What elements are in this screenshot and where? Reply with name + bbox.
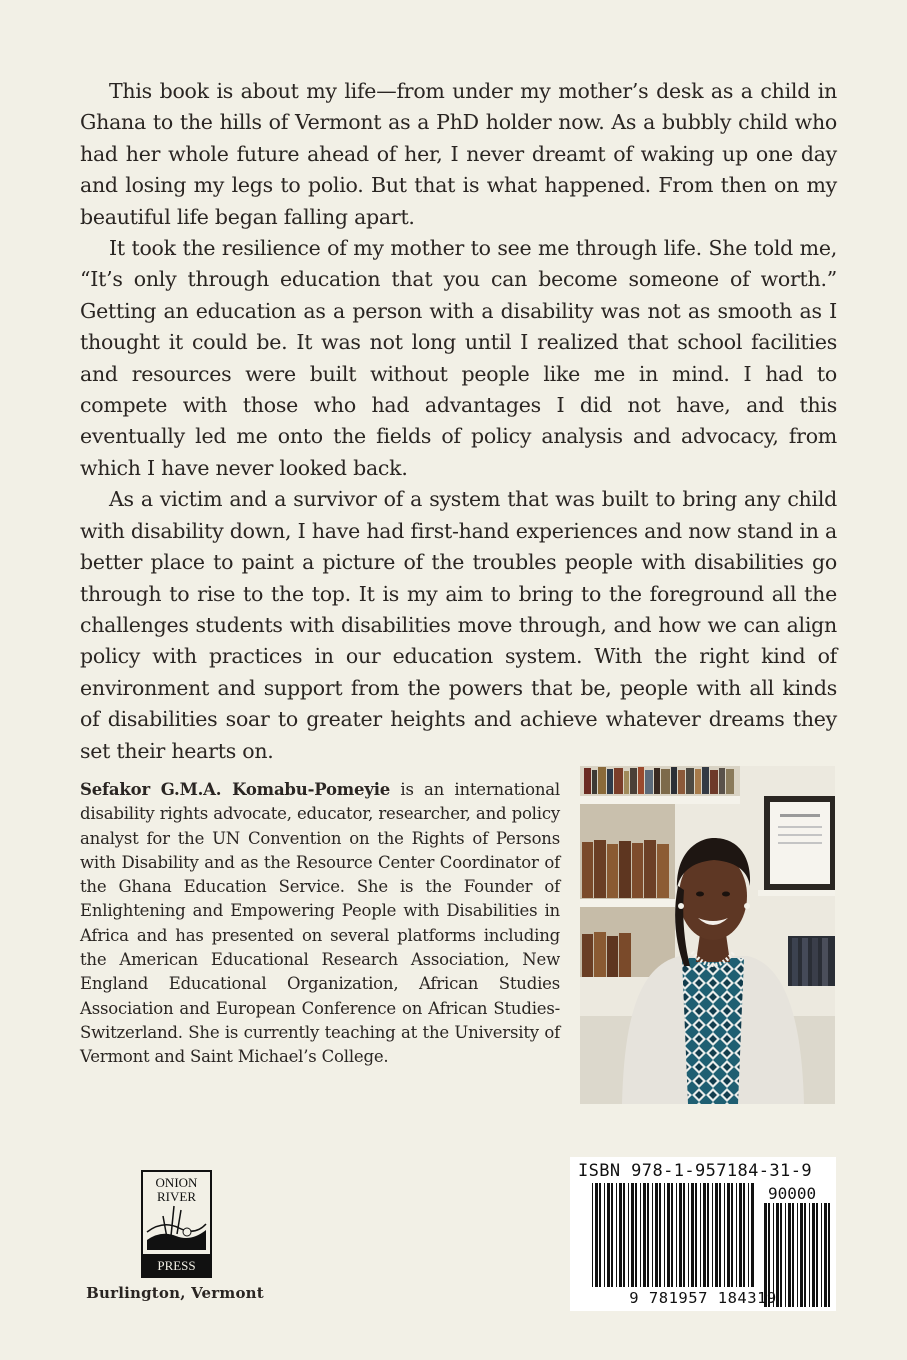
barcode-bar [676,1183,677,1287]
barcode-bar [719,1183,721,1287]
author-name: Sefakor G.M.A. Komabu-Pomeyie [80,780,391,799]
barcode-bar [691,1183,694,1287]
publisher-logo [141,1170,212,1278]
logo-text-river: RIVER [157,1189,196,1204]
barcode-bar [595,1183,598,1287]
barcode-bar [715,1183,718,1287]
barcode-bar [695,1183,697,1287]
barcode-bars [570,1157,836,1311]
barcode-bar [736,1183,737,1287]
barcode-bar [664,1183,665,1287]
barcode-bar [727,1183,730,1287]
barcode-bar [679,1183,682,1287]
blurb-paragraph: This book is about my life—from under my mother’s desk as a child in Ghana to the hills of Vermont as a PhD holder now. As a bubbly child who had her whole future ahead of her, I never dreamt of waking up one day and losing my legs to polio. But that is what happened. From then on my beautiful life began falling apart. [80,79,837,229]
barcode-bar [703,1183,706,1287]
barcode-bar [616,1183,617,1287]
barcode-bar [643,1183,646,1287]
back-cover-blurb [80,76,837,767]
barcode-bar [707,1183,709,1287]
barcode-bar [667,1183,670,1287]
barcode-bar [712,1183,713,1287]
barcode-bar [628,1183,629,1287]
barcode-bar [731,1183,733,1287]
barcode-bar [671,1183,673,1287]
barcode-bar [635,1183,637,1287]
logo-text-press: PRESS [157,1258,196,1273]
barcode-bar [652,1183,653,1287]
barcode-bar [623,1183,625,1287]
price-code: 90000 [768,1184,817,1203]
barcode-bar [751,1183,754,1287]
author-bio [80,778,560,1070]
author-bio-text: is an international disability rights advocate, educator, researcher, and policy analyst for the UN Convention on the Rights of Persons with Disability and as the Resource Center Coordinator of the Ghana Education Service. She is the Founder of Enlightening and Empowering People with Disabilities in Africa and has presented on several platforms including the American Educational Research Association, New England Educational Organization, African Studies Association and European Conference on African Studies-Switzerland. She is currently teaching at the University of Vermont and Saint Michael’s College. [80,780,560,1067]
author-photo [580,766,835,1104]
barcode-bar [743,1183,745,1287]
barcode-bar [611,1183,613,1287]
barcode-bar [748,1183,749,1287]
barcode-bar [688,1183,689,1287]
barcode-bar [640,1183,641,1287]
blurb-paragraph: It took the resilience of my mother to see me through life. She told me, “It’s only through education that you can become someone of worth.” Getting an education as a person with a disability was not as smooth as I thought it could be. It was not long until I realized that school facilities and resources were built without people like me in mind. I had to compete with those who had advantages I did not have, and this eventually led me onto the fields of policy analysis and advocacy, from which I have never looked back. [80,236,837,480]
barcode-bar [604,1183,605,1287]
ean-digits: 9 781957 184319 [629,1289,777,1307]
barcode-bar [724,1183,725,1287]
barcode-bar [659,1183,661,1287]
logo-text-onion: ONION [155,1175,198,1190]
barcode-bar [599,1183,601,1287]
barcode-bar [655,1183,658,1287]
isbn-number: ISBN 978-1-957184-31-9 [578,1161,812,1181]
barcode-bar [631,1183,634,1287]
barcode-bar [647,1183,649,1287]
isbn-barcode [570,1157,836,1311]
barcode-bar [700,1183,701,1287]
barcode-bar [619,1183,622,1287]
barcode-bar [592,1183,593,1287]
barcode-bar [607,1183,610,1287]
blurb-paragraph: As a victim and a survivor of a system that was built to bring any child with disability down, I have had first-hand experiences and now stand in a better place to paint a picture of the troubles people with disabilities go through to rise to the top. It is my aim to bring to the foreground all the challenges students with disabilities move through, and how we can align policy with practices in our education system. With the right kind of environment and support from the powers that be, people with all kinds of disabilities soar to greater heights and achieve whatever dreams they set their hearts on. [80,487,837,763]
barcode-bar [683,1183,685,1287]
publisher-location: Burlington, Vermont [86,1284,264,1302]
barcode-bar [739,1183,742,1287]
